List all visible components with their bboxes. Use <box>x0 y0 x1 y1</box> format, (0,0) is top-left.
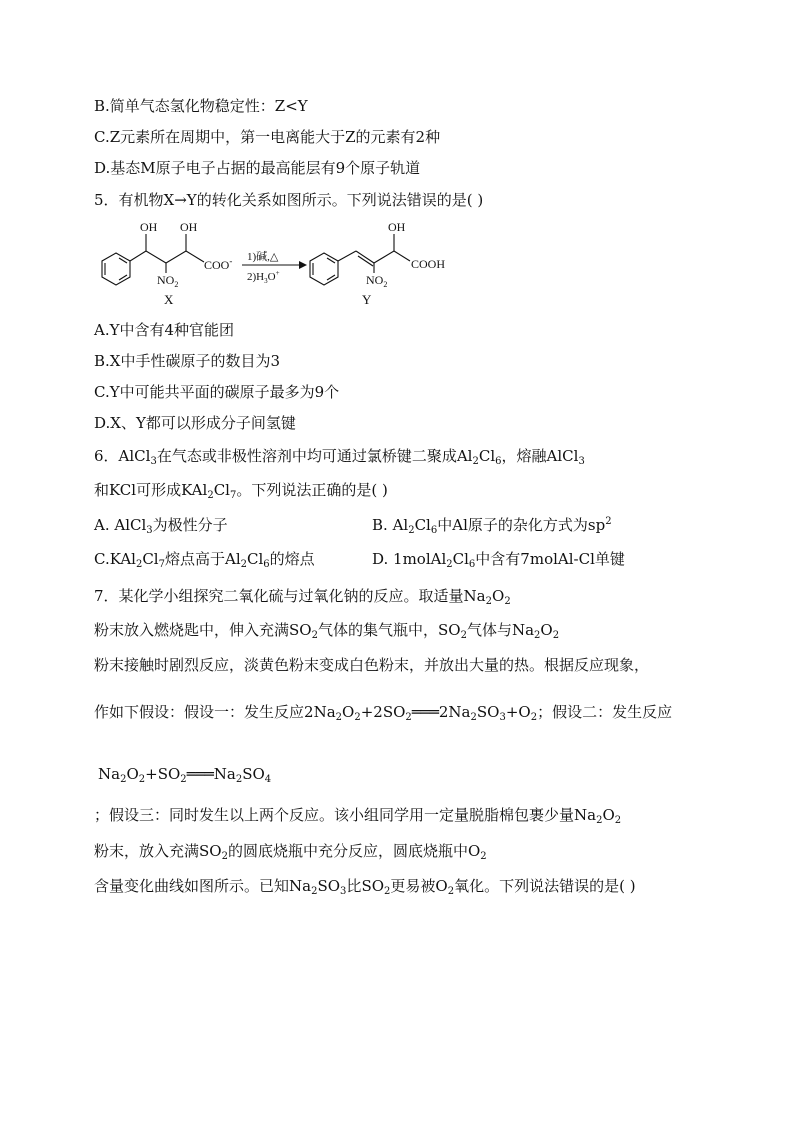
q5-stem: 5．有机物X→Y的转化关系如图所示。下列说法错误的是( ) <box>94 191 484 209</box>
q7-line-1: 7．某化学小组探究二氧化硫与过氧化钠的反应。取适量$Na_2O_2$ <box>94 587 511 607</box>
q6-options-row-2 <box>94 549 714 569</box>
q7-equation-2: $Na_2O_2+SO_2═══Na_2SO_4$ <box>98 765 272 785</box>
condition-2: $2)H_3O^+$ <box>247 269 280 285</box>
q7-line-3: 粉末接触时剧烈反应，淡黄色粉末变成白色粉末，并放出大量的热。根据反应现象， <box>94 656 650 674</box>
q5-option-c: C.Y中可能共平面的碳原子最多为9个 <box>94 383 340 401</box>
x-carboxylate: COO- <box>204 256 233 272</box>
q6-stem-line-2: 和KCl可形成$KAl_2Cl_7$。下列说法正确的是( ) <box>94 481 388 501</box>
q7-line-8: 含量变化曲线如图所示。已知$Na_2SO_3$比$SO_2$更易被$O_2$氧化。下列说法错误的是( ) <box>94 877 636 897</box>
q6-option-d: D. $1molAl_2Cl_6$中含有7molAl-Cl单键 <box>372 550 625 570</box>
reaction-scheme <box>94 218 474 313</box>
q5-option-a: A.Y中含有4种官能团 <box>94 321 235 339</box>
q6-option-c: $C.KAl_2Cl_7$熔点高于$Al_2Cl_6$的熔点 <box>94 550 315 570</box>
q5-option-d: D.X、Y都可以形成分子间氢键 <box>94 414 296 432</box>
q5-option-b: B.X中手性碳原子的数目为3 <box>94 352 281 370</box>
y-cooh: COOH <box>411 257 446 271</box>
q6-option-a: A. AlCl$_3$为极性分子 <box>94 516 228 536</box>
x-oh-2: OH <box>180 220 198 234</box>
q7-line-6: ；假设三：同时发生以上两个反应。该小组同学用一定量脱脂棉包裹少量$Na_2O_2$ <box>94 806 622 826</box>
q6-stem-line-1: 6．AlCl$_3$在气态或非极性溶剂中均可通过氯桥键二聚成$Al_2Cl_6$，熔融AlCl$_3$ <box>94 447 585 467</box>
q7-line-7: 粉末，放入充满$SO_2$的圆底烧瓶中充分反应，圆底烧瓶中$O_2$ <box>94 842 487 862</box>
q7-line-4: 作如下假设：假设一：发生反应$2Na_2O_2+2SO_2═══2Na_2SO_3+O_2$；假设二：发生反应 <box>94 703 673 723</box>
label-x: X <box>164 292 174 307</box>
q4-option-b: B.简单气态氢化物稳定性：Z<Y <box>94 97 308 115</box>
q4-option-d: D.基态M原子电子占据的最高能层有9个原子轨道 <box>94 159 421 177</box>
q4-option-c: C.Z元素所在周期中，第一电离能大于Z的元素有2种 <box>94 128 441 146</box>
x-oh-1: OH <box>140 220 158 234</box>
y-oh: OH <box>388 220 406 234</box>
q7-line-2: 粉末放入燃烧匙中，伸入充满$SO_2$气体的集气瓶中，$SO_2$气体与$Na_2O_2$ <box>94 621 560 641</box>
y-no2: $NO_2$ <box>366 273 388 289</box>
x-no2: $NO_2$ <box>157 273 179 289</box>
q6-options-row-1 <box>94 515 714 535</box>
label-y: Y <box>362 292 372 307</box>
condition-1: 1)碱,△ <box>247 251 279 263</box>
q6-option-b: B. $Al_2Cl_6$中Al原子的杂化方式为$sp^2$ <box>372 516 612 536</box>
